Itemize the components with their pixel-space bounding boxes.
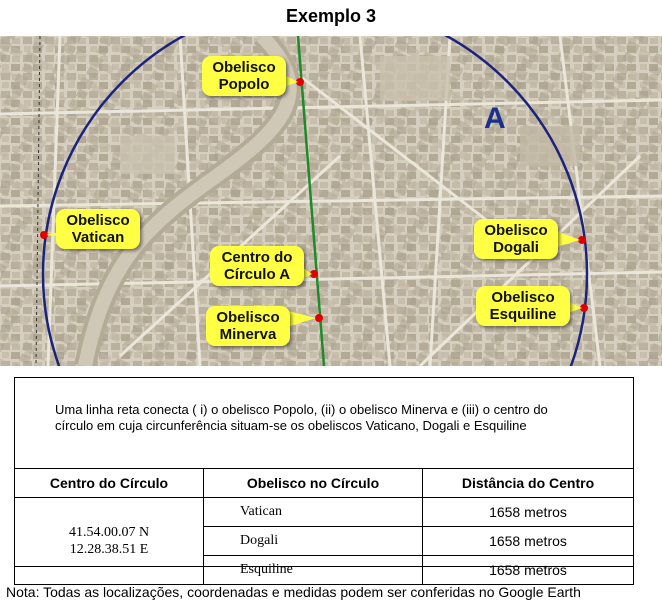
description-text: Uma linha reta conecta ( i) o obelisco Popolo, (ii) o obelisco Minerva e (iii) o centro do círculo em cuja circunferência situam-se os obeliscos Vaticano, Dogali e Esquiline	[55, 402, 548, 433]
header-distancia: Distância do Centro	[423, 469, 634, 498]
obelisco-distance: 1658 metros	[423, 556, 634, 585]
callout-dogali: Obelisco Dogali	[474, 219, 558, 259]
map-view[interactable]	[0, 36, 662, 366]
callout-popolo: Obelisco Popolo	[202, 56, 286, 96]
table-header-row	[15, 469, 634, 498]
center-lon: 12.28.38.51 E	[69, 542, 149, 557]
obelisco-distance: 1658 metros	[423, 498, 634, 527]
marker-minerva	[315, 314, 323, 322]
distance-table	[14, 468, 634, 585]
footnote: Nota: Todas as localizações, coordenadas e medidas podem ser conferidas no Google Earth	[6, 584, 581, 600]
header-obelisco: Obelisco no Círculo	[204, 469, 423, 498]
callout-centro: Centro do Círculo A	[210, 246, 304, 286]
map-square	[380, 56, 450, 101]
page-title: Exemplo 3	[285, 6, 377, 26]
callout-vatican: Obelisco Vatican	[56, 209, 140, 249]
center-lat: 41.54.00.07 N	[68, 525, 150, 540]
obelisco-name: Vatican	[204, 498, 423, 527]
callout-minerva: Obelisco Minerva	[206, 306, 290, 346]
center-coords	[15, 498, 204, 585]
header-centro: Centro do Círculo	[15, 469, 204, 498]
obelisco-name: Esquiline	[204, 556, 423, 585]
obelisco-distance: 1658 metros	[423, 527, 634, 556]
circle-label: A	[484, 102, 506, 135]
obelisco-name: Dogali	[204, 527, 423, 556]
table-row	[15, 498, 634, 527]
callout-esquiline: Obelisco Esquiline	[476, 286, 570, 326]
